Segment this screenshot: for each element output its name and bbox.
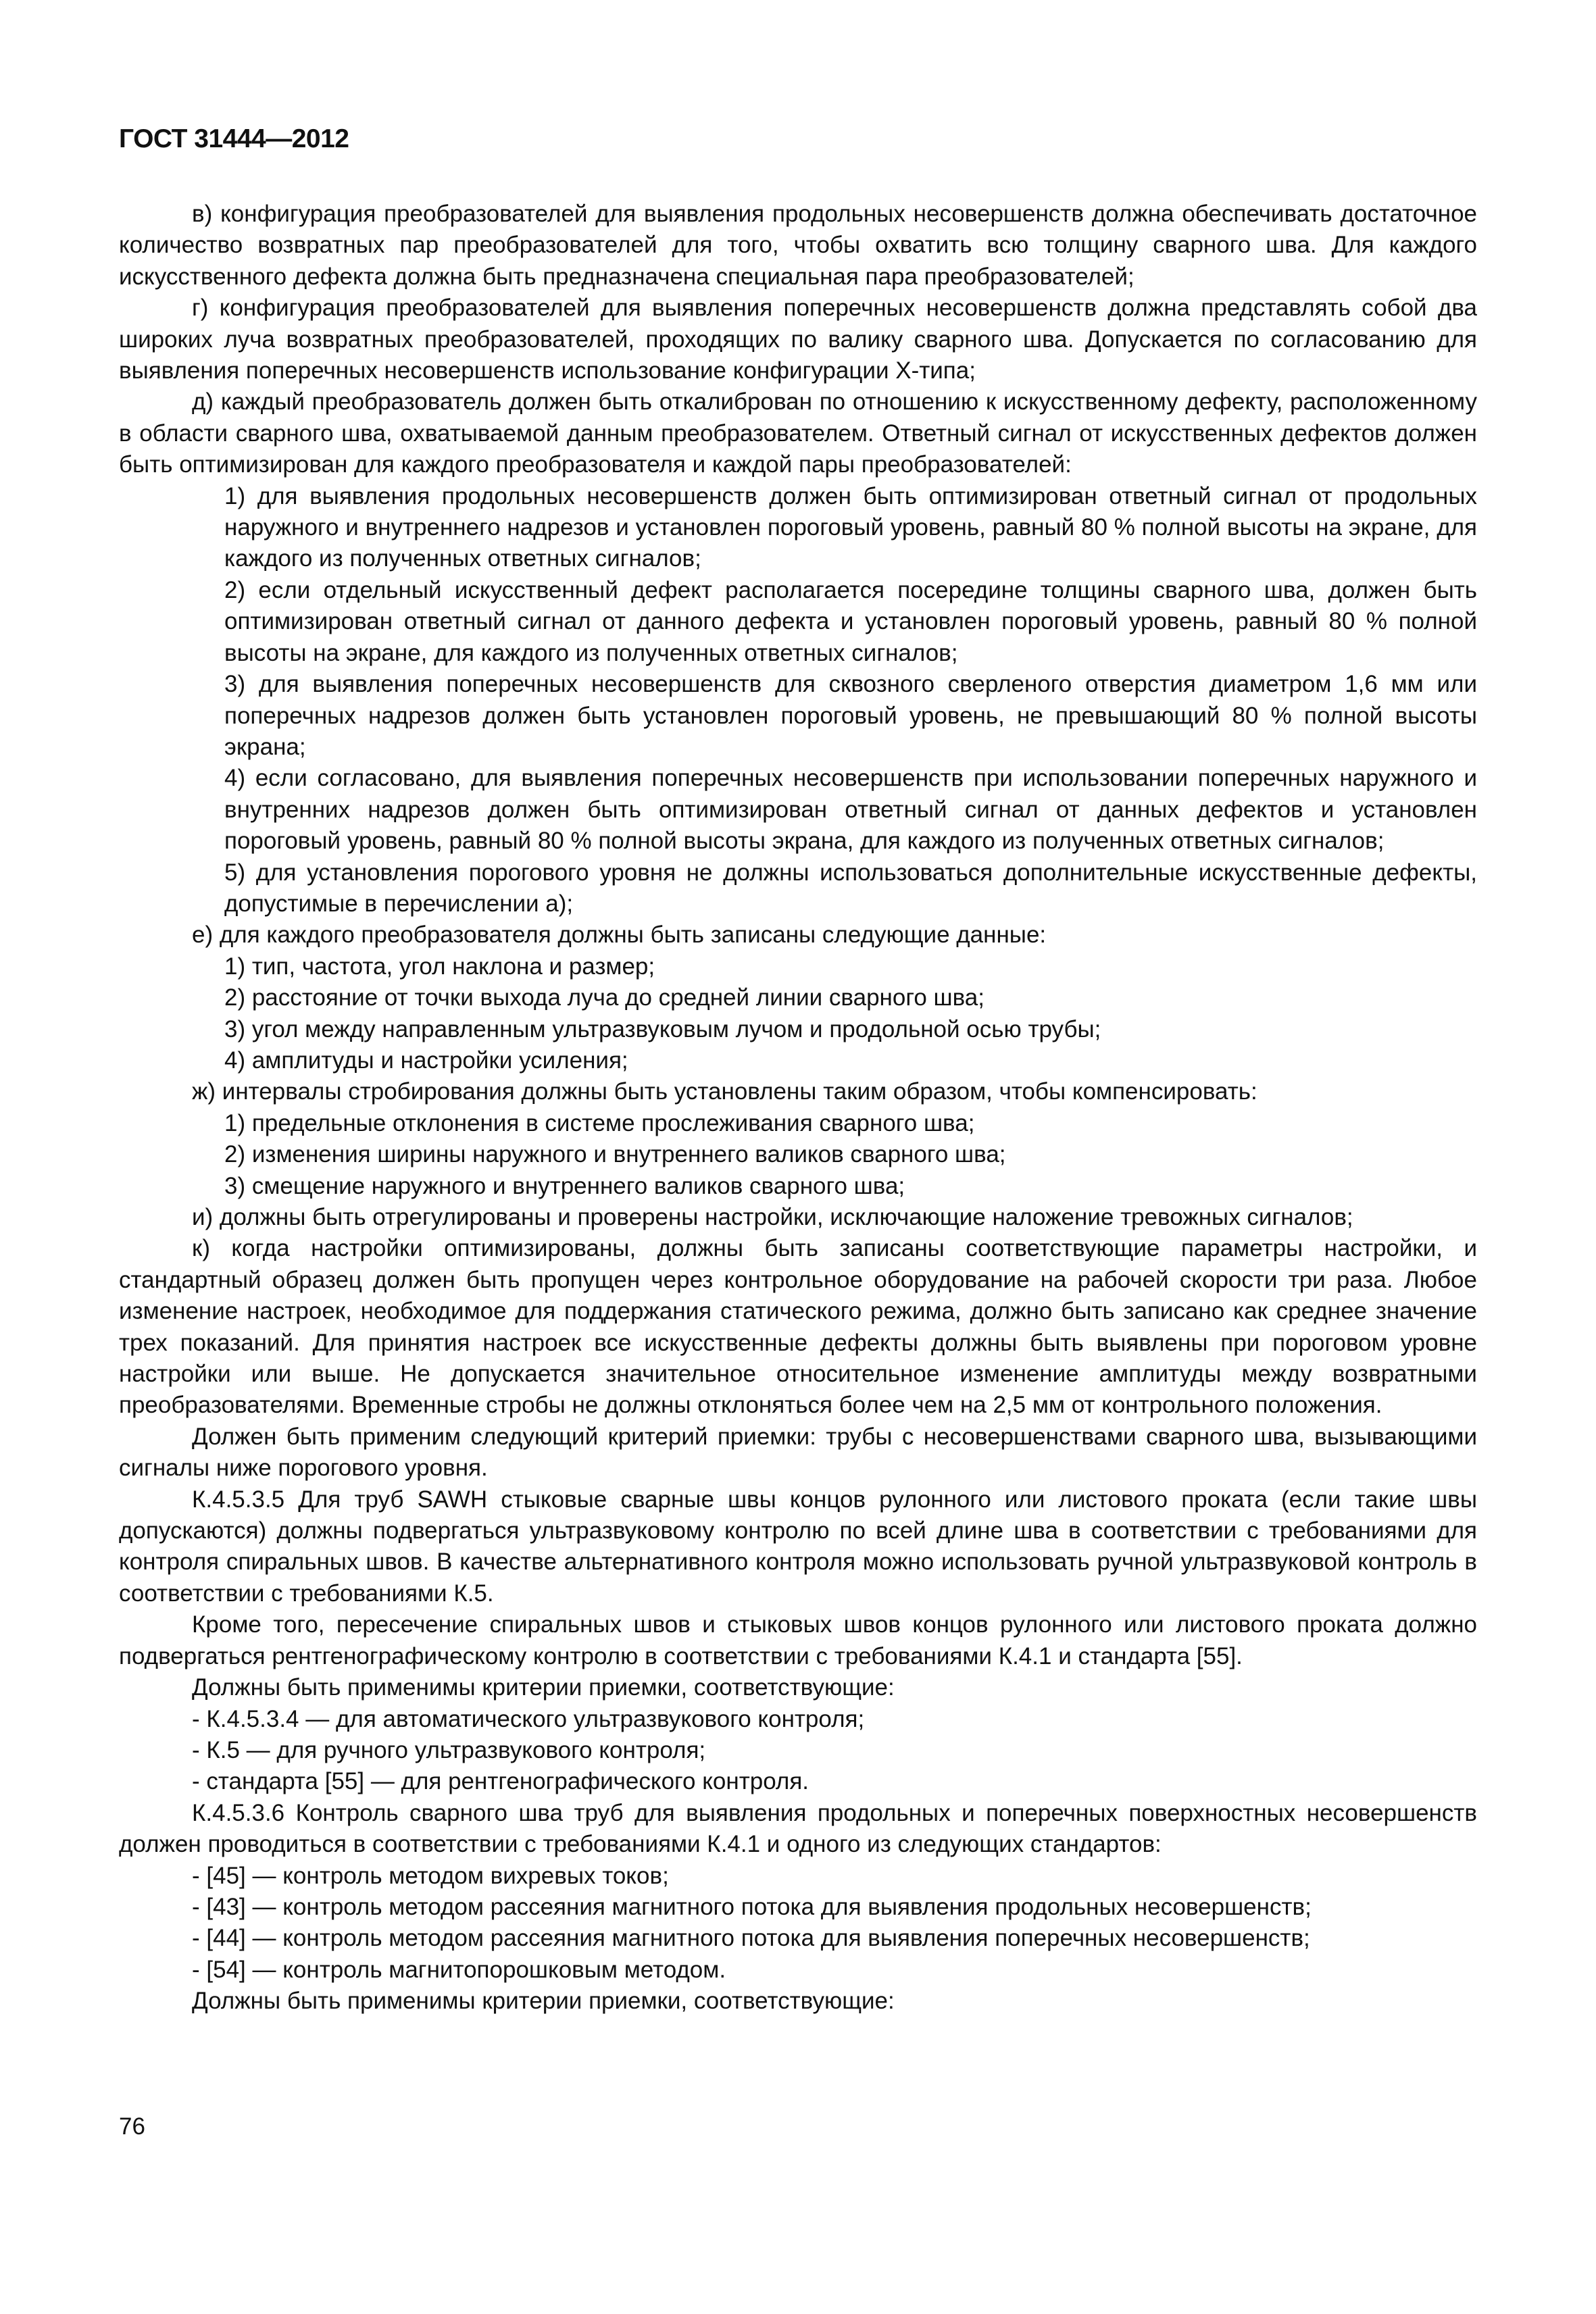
sub-item-e-2: 2) расстояние от точки выхода луча до средней линии сварного шва; — [224, 984, 984, 1011]
dash-item-43: - [43] — контроль методом рассеяния магнитного потока для выявления продольных несовершенств; — [192, 1893, 1312, 1920]
sub-item-d-2: 2) если отдельный искусственный дефект располагается посередине толщины сварного шва, должен быть оптимизирован ответный сигнал от данного дефекта и установлен пороговый уровень, равный 80 % полной высоты на экране, для каждого из полученных ответных сигналов; — [224, 576, 1477, 666]
list-item-v: в) конфигурация преобразователей для выявления продольных несовершенств должна обеспечивать достаточное количество возвратных пар преобразователей для того, чтобы охватить всю толщину сварного шва. Для каждого искусственного дефекта должна быть предназначена специальная пара преобразователей; — [119, 201, 1477, 290]
dash-item-k-5: - К.5 — для ручного ультразвукового контроля; — [192, 1736, 706, 1763]
sub-item-d-1: 1) для выявления продольных несовершенств должен быть оптимизирован ответный сигнал от продольных наружного и внутреннего надрезов и установлен пороговый уровень, равный 80 % полной высоты на экране, для каждого из полученных ответных сигналов; — [224, 482, 1477, 572]
dash-item-k-4-5-3-4: - К.4.5.3.4 — для автоматического ультразвукового контроля; — [192, 1705, 865, 1732]
dash-item-45: - [45] — контроль методом вихревых токов; — [192, 1862, 669, 1889]
sub-item-d-3: 3) для выявления поперечных несовершенств для сквозного сверленого отверстия диаметром 1,6 мм или поперечных надрезов должен быть установлен пороговый уровень, не превышающий 80 % полной высоты экрана; — [224, 671, 1477, 760]
sub-item-e-4: 4) амплитуды и настройки усиления; — [224, 1047, 628, 1074]
list-item-i: и) должны быть отрегулированы и проверены настройки, исключающие наложение тревожных сигналов; — [192, 1204, 1353, 1230]
list-item-k: к) когда настройки оптимизированы, должны быть записаны соответствующие параметры настройки, и стандартный образец должен быть пропущен через контрольное оборудование на рабочей скорости три раза. Любое изменение настроек, необходимое для поддержания статического режима, должно быть записано как среднее значение трех показаний. Для принятия настроек все искусственные дефекты должны быть выявлены при пороговом уровне настройки или выше. Не допускается значительное относительное изменение амплитуды между возвратными преобразователями. Временные стробы не должны отклоняться более чем на 2,5 мм от контрольного положения. — [119, 1235, 1477, 1419]
acceptance-criteria-intro: Должны быть применимы критерии приемки, соответствующие: — [192, 1674, 895, 1701]
dash-item-54: - [54] — контроль магнитопорошковым методом. — [192, 1956, 726, 1983]
dash-item-44: - [44] — контроль методом рассеяния магнитного потока для выявления поперечных несовершенств; — [192, 1925, 1310, 1952]
document-header: ГОСТ 31444—2012 — [119, 124, 349, 153]
clause-k-4-5-3-6: К.4.5.3.6 Контроль сварного шва труб для выявления продольных и поперечных поверхностных несовершенств должен проводиться в соответствии с требованиями К.4.1 и одного из следующих стандартов: — [119, 1799, 1477, 1858]
sub-item-d-5: 5) для установления порогового уровня не должны использоваться дополнительные искусственные дефекты, допустимые в перечислении а); — [224, 859, 1477, 917]
sub-item-zh-2: 2) изменения ширины наружного и внутреннего валиков сварного шва; — [224, 1141, 1006, 1168]
sub-item-e-1: 1) тип, частота, угол наклона и размер; — [224, 953, 655, 980]
document-body — [119, 199, 1477, 2017]
dash-item-standard-55: - стандарта [55] — для рентгенографического контроля. — [192, 1768, 809, 1795]
list-item-g: г) конфигурация преобразователей для выявления поперечных несовершенств должна представлять собой два широких луча возвратных преобразователей, проходящих по валику сварного шва. Допускается по согласованию для выявления поперечных несовершенств использование конфигурации X-типа; — [119, 295, 1477, 384]
intersection-paragraph: Кроме того, пересечение спиральных швов и стыковых швов концов рулонного или листового проката должно подвергаться рентгенографическому контролю в соответствии с требованиями К.4.1 и стандарта [55]. — [119, 1611, 1477, 1669]
page-number: 76 — [119, 2113, 145, 2140]
sub-item-zh-1: 1) предельные отклонения в системе прослеживания сварного шва; — [224, 1109, 975, 1136]
sub-item-e-3: 3) угол между направленным ультразвуковым лучом и продольной осью трубы; — [224, 1015, 1101, 1042]
list-item-d: д) каждый преобразователь должен быть откалиброван по отношению к искусственному дефекту, расположенному в области сварного шва, охватываемой данным преобразователем. Ответный сигнал от искусственных дефектов должен быть оптимизирован для каждого преобразователя и каждой пары преобразователей: — [119, 388, 1477, 478]
clause-k-4-5-3-5: К.4.5.3.5 Для труб SAWH стыковые сварные швы концов рулонного или листового проката (если такие швы допускаются) должны подвергаться ультразвуковому контролю по всей длине шва в соответствии с требованиями для контроля спиральных швов. В качестве альтернативного контроля можно использовать ручной ультразвуковой контроль в соответствии с требованиями К.5. — [119, 1486, 1477, 1607]
list-item-zh: ж) интервалы стробирования должны быть установлены таким образом, чтобы компенсировать: — [192, 1078, 1257, 1105]
list-item-e: е) для каждого преобразователя должны быть записаны следующие данные: — [192, 922, 1047, 949]
acceptance-criterion-paragraph: Должен быть применим следующий критерий приемки: трубы с несовершенствами сварного шва, вызывающими сигналы ниже порогового уровня. — [119, 1423, 1477, 1482]
acceptance-criteria-closing: Должны быть применимы критерии приемки, соответствующие: — [192, 1988, 895, 2015]
sub-item-d-4: 4) если согласовано, для выявления поперечных несовершенств при использовании поперечных наружного и внутренних надрезов должен быть оптимизирован ответный сигнал от данных дефектов и установлен пороговый уровень, равный 80 % полной высоты экрана, для каждого из полученных ответных сигналов; — [224, 765, 1477, 855]
sub-item-zh-3: 3) смещение наружного и внутреннего валиков сварного шва; — [224, 1172, 905, 1199]
